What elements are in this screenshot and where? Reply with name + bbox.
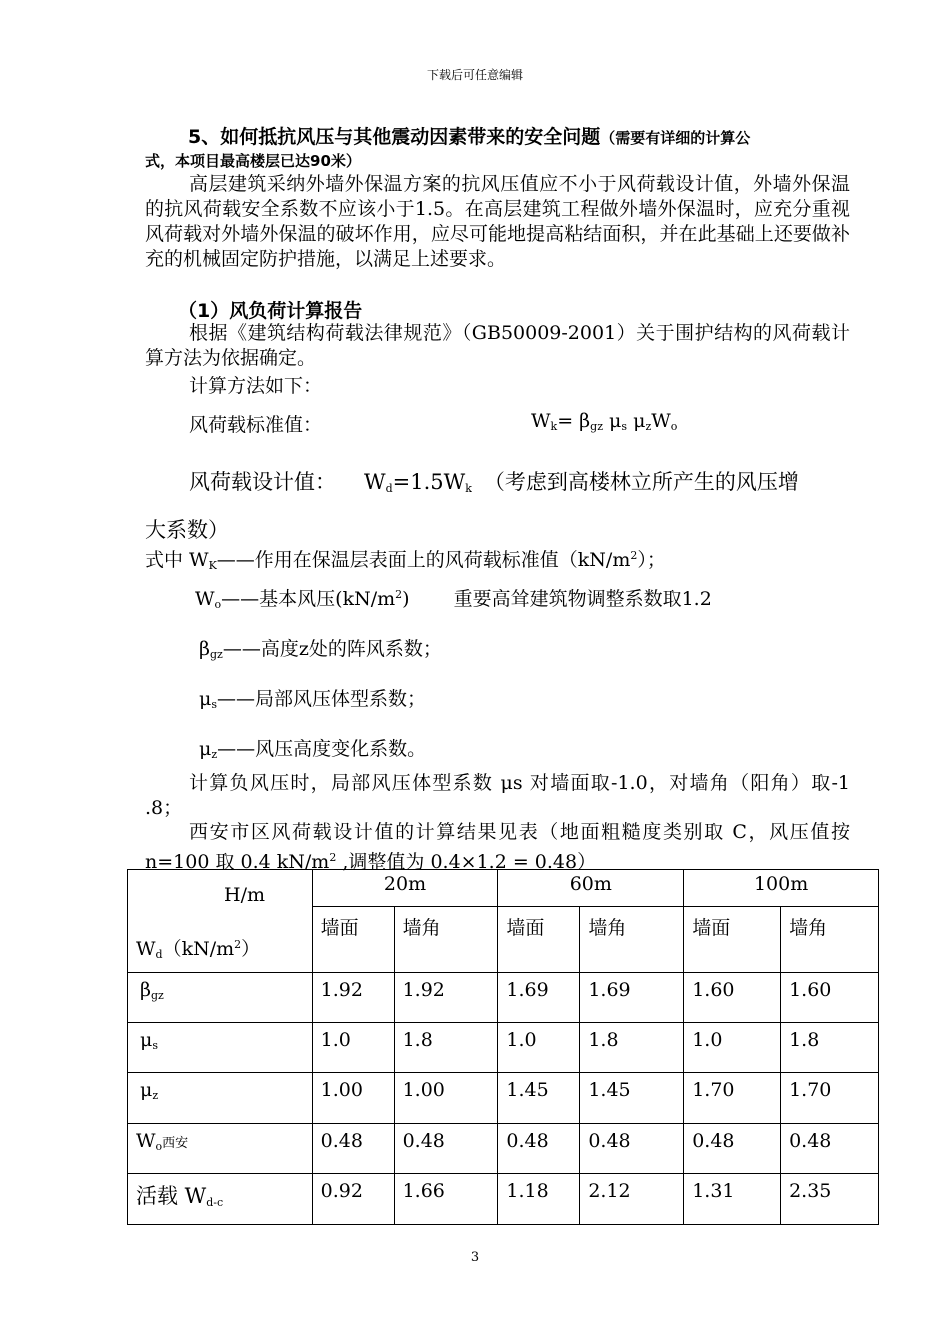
design-value-label: 风荷载设计值： <box>189 470 336 494</box>
table-height-header: 60m <box>498 870 684 907</box>
table-subheader: 墙角 <box>394 907 498 973</box>
question-title <box>188 122 750 149</box>
table-row <box>128 1073 879 1124</box>
definition-beta: $\beta_{gz}——$高度z处的阵风系数； <box>199 638 442 661</box>
table-row <box>128 1124 879 1174</box>
standard-value-label: 风荷载标准值： <box>189 414 323 436</box>
row-label: $W_o$西安 <box>128 1124 313 1174</box>
row-label: 活载 $W_{d-c}$ <box>128 1174 313 1225</box>
table-cell: 0.48 <box>394 1124 498 1174</box>
table-corner-cell: H/m $W_d(kN/m^2)$ <box>128 870 313 973</box>
row-label: $\mu_s$ <box>128 1023 313 1073</box>
design-value-line: 风荷载设计值： $W_d=1.5W_k$ （考虑到高楼林立所产生的风压增 <box>189 470 799 495</box>
page-number: 3 <box>470 1250 480 1265</box>
table-cell: 1.92 <box>312 973 394 1023</box>
table-subheader: 墙面 <box>498 907 580 973</box>
table-row <box>128 973 879 1023</box>
table-row <box>128 1174 879 1225</box>
intro-paragraph: 高层建筑采纳外墙外保温方案的抗风压值应不小于风荷载设计值，外墙外保温的抗风荷载安全系数不应该小于1.5。在高层建筑工程做外墙外保温时，应充分重视风荷载对外墙外保温的破坏作用，应尽可能地提高粘结面积，并在此基础上还要做补充的机械固定防护措施，以满足上述要求。 <box>145 173 850 270</box>
section-heading: （1）风负荷计算报告 <box>178 300 363 322</box>
table-subheader: 墙面 <box>312 907 394 973</box>
table-height-header: 100m <box>684 870 879 907</box>
table-cell: 1.45 <box>580 1073 684 1124</box>
table-subheader: 墙角 <box>781 907 879 973</box>
table-cell: 1.60 <box>781 973 879 1023</box>
table-cell: 1.60 <box>684 973 781 1023</box>
table-cell: 0.48 <box>580 1124 684 1174</box>
table-cell: 2.35 <box>781 1174 879 1225</box>
definition-mus: $\mu_s——$局部风压体型系数； <box>199 688 427 711</box>
table-cell: 1.18 <box>498 1174 580 1225</box>
table-cell: 1.0 <box>684 1023 781 1073</box>
table-cell: 1.00 <box>312 1073 394 1124</box>
question-title-note-continued: 式，本项目最高楼层已达90米） <box>145 152 361 170</box>
basis-paragraph: 根据《建筑结构荷载法律规范》（GB50009-2001）关于围护结构的风荷载计算方法为依据确定。 <box>145 322 850 369</box>
table-cell: 1.45 <box>498 1073 580 1124</box>
table-cell: 1.69 <box>580 973 684 1023</box>
table-cell: 1.92 <box>394 973 498 1023</box>
table-subheader: 墙面 <box>684 907 781 973</box>
table-cell: 1.00 <box>394 1073 498 1124</box>
table-cell: 0.92 <box>312 1174 394 1225</box>
wind-load-table <box>127 869 879 1225</box>
definition-muz: $\mu_z——$风压高度变化系数。 <box>199 738 427 761</box>
table-cell: 0.48 <box>781 1124 879 1174</box>
negative-pressure-paragraph: 计算负风压时，局部风压体型系数 μs 对墙面取-1.0，对墙角（阳角）取-1 .8； <box>145 772 850 819</box>
table-cell: 0.48 <box>312 1124 394 1174</box>
table-cell: 1.66 <box>394 1174 498 1225</box>
table-cell: 1.8 <box>781 1023 879 1073</box>
table-cell: 1.70 <box>781 1073 879 1124</box>
table-cell: 0.48 <box>498 1124 580 1174</box>
table-row <box>128 1023 879 1073</box>
table-cell: 2.12 <box>580 1174 684 1225</box>
table-cell: 1.0 <box>312 1023 394 1073</box>
question-title-note: （需要有详细的计算公 <box>600 129 751 147</box>
table-subheader: 墙角 <box>580 907 684 973</box>
definition-wo-note: 重要高耸建筑物调整系数取1.2 <box>453 588 712 610</box>
definition-wo: $W_o——$基本风压$(kN/m^2)$ 重要高耸建筑物调整系数取1.2 <box>195 588 712 611</box>
table-height-header: 20m <box>312 870 498 907</box>
xian-paragraph: 西安市区风荷载设计值的计算结果见表（地面粗糙度类别取 C，风压值按 n=100 取 0.4 $kN/m^2$ ,调整值为 0.4×1.2 = 0.48） <box>145 821 850 873</box>
table-cell: 1.70 <box>684 1073 781 1124</box>
row-label: $\mu_z$ <box>128 1073 313 1124</box>
method-label: 计算方法如下： <box>189 375 323 397</box>
table-cell: 1.8 <box>394 1023 498 1073</box>
definition-wk: 式中 $W_K——$作用在保温层表面上的风荷载标准值$(kN/m^2)$； <box>145 549 666 572</box>
table-cell: 1.31 <box>684 1174 781 1225</box>
design-value-note-continued: 大系数） <box>145 518 229 542</box>
page-header: 下载后可任意编辑 <box>426 68 523 82</box>
design-value-note: （考虑到高楼林立所产生的风压增 <box>483 470 799 494</box>
standard-value-formula: $W_k= \beta_{gz}$ $\mu_s$ $\mu_zW_o$ <box>531 410 678 433</box>
table-cell: 1.8 <box>580 1023 684 1073</box>
table-cell: 0.48 <box>684 1124 781 1174</box>
question-title-main: 5、如何抵抗风压与其他震动因素带来的安全问题 <box>188 126 601 148</box>
table-cell: 1.69 <box>498 973 580 1023</box>
table-cell: 1.0 <box>498 1023 580 1073</box>
row-label: $\beta_{gz}$ <box>128 973 313 1023</box>
